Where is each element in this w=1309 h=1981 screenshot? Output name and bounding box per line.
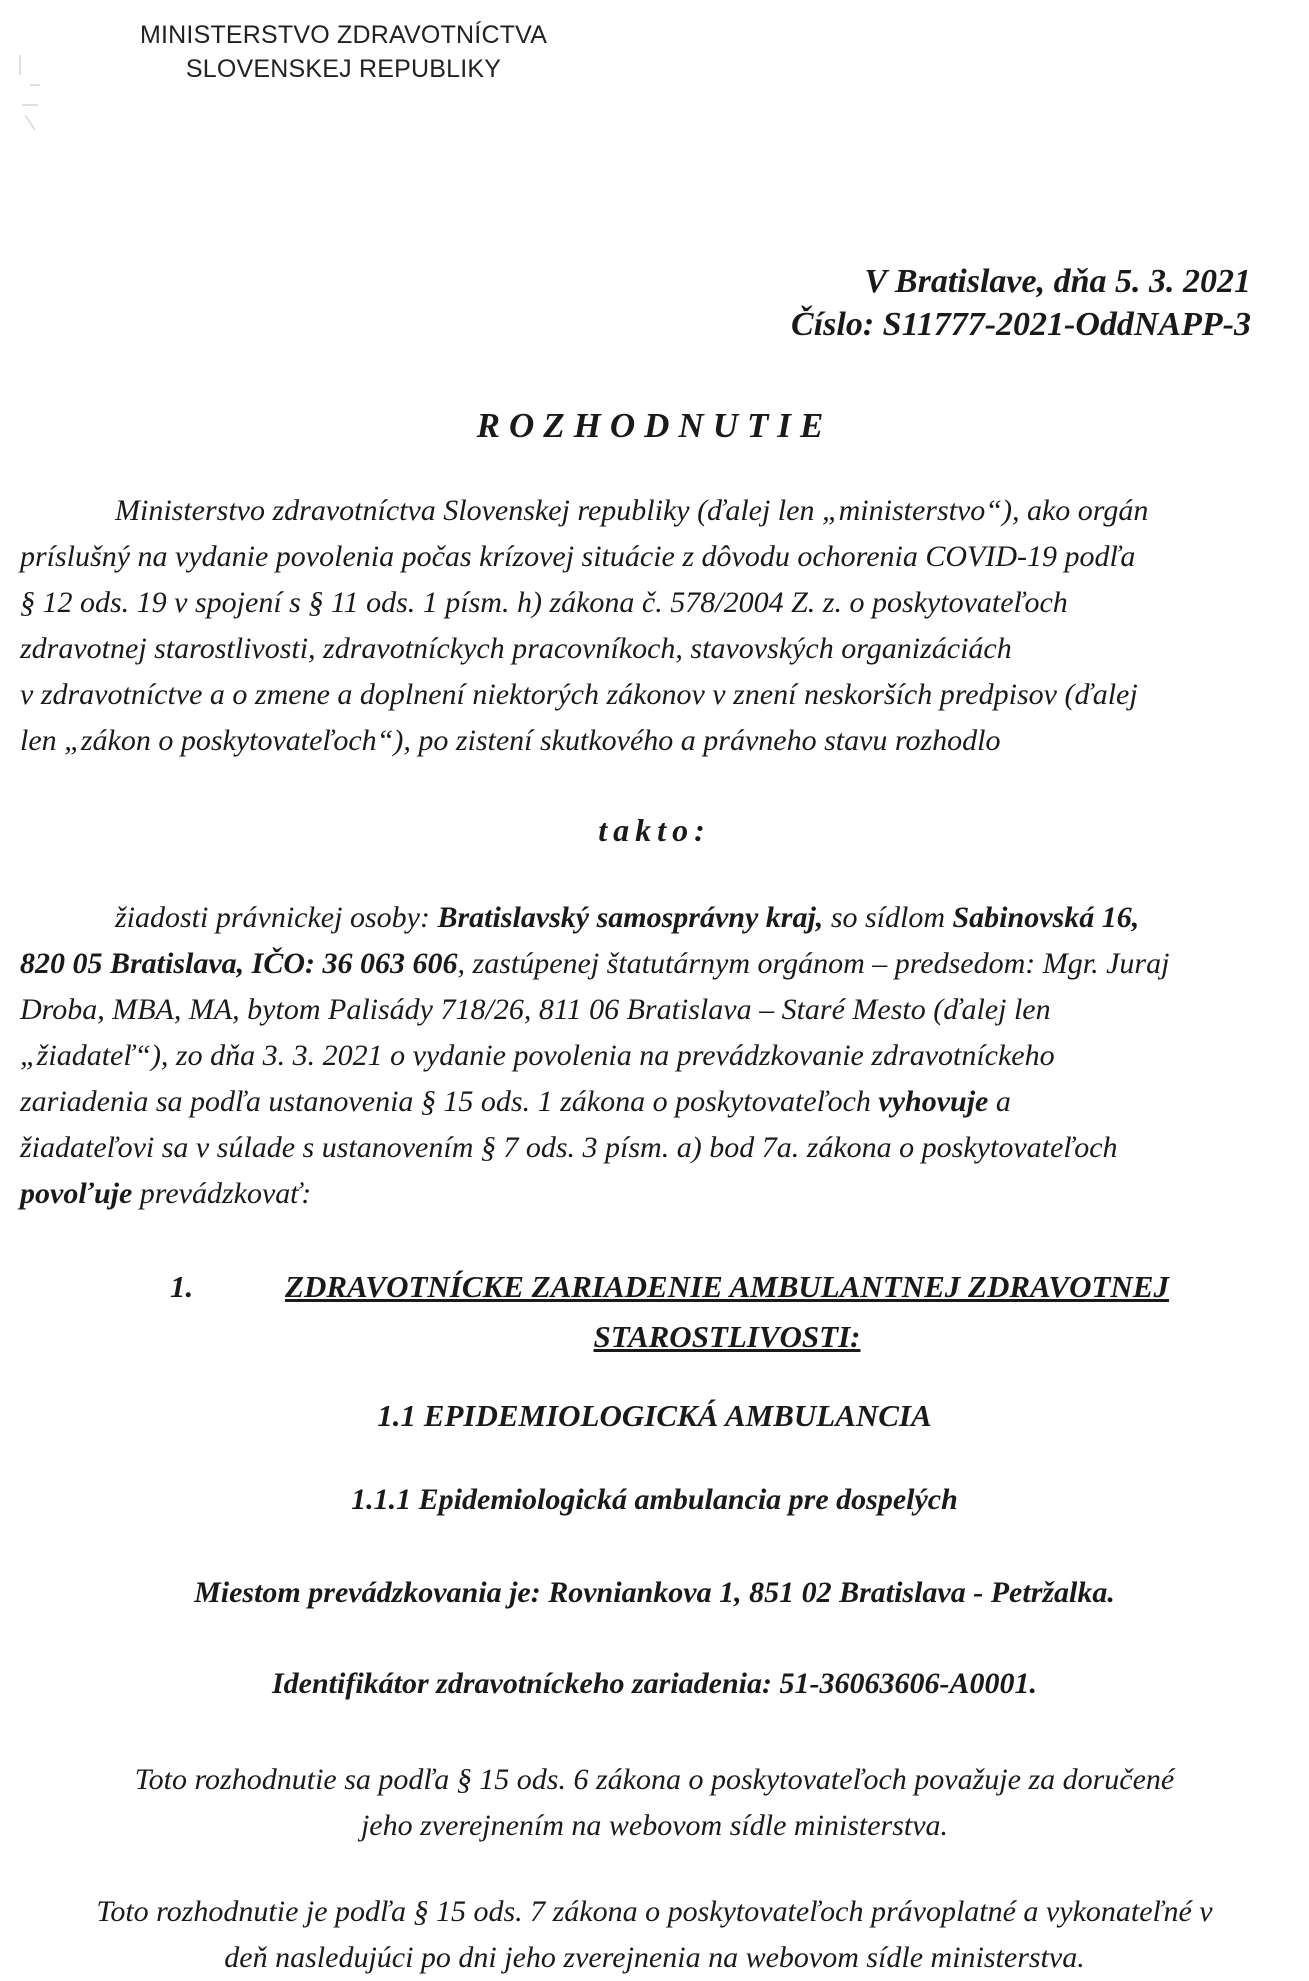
note-validity-line1: Toto rozhodnutie je podľa § 15 ods. 7 zákona o poskytovateľoch právoplatné a vykonateľné v (96, 1895, 1213, 1928)
intro-line-4: zdravotnej starostlivosti, zdravotníckych pracovníkoch, stavovských organizáciách (20, 632, 1012, 665)
decision-line-4: „žiadateľ“), zo dňa 3. 3. 2021 o vydanie povolenia na prevádzkovanie zdravotníckeho (20, 1039, 1055, 1072)
decision-line-3: Droba, MBA, MA, bytom Palisády 718/26, 811 06 Bratislava – Staré Mesto (ďalej len (20, 993, 1051, 1026)
intro-paragraph (20, 488, 1288, 764)
note-delivery (0, 1757, 1309, 1849)
faint-crest-mark (10, 45, 50, 165)
intro-line-5: v zdravotníctve a o zmene a doplnení niektorých zákonov v znení neskorších predpisov (ďalej (20, 678, 1138, 711)
ministry-header (140, 18, 547, 86)
section-1-title-line2: STAROSTLIVOSTI: (593, 1319, 861, 1354)
ministry-header-line1: MINISTERSTVO ZDRAVOTNÍCTVA (140, 21, 548, 49)
section-1-1-heading: 1.1 EPIDEMIOLOGICKÁ AMBULANCIA (377, 1398, 932, 1433)
document-number: Číslo: S11777-2021-OddNAPP-3 (791, 306, 1251, 343)
note-validity (0, 1889, 1309, 1981)
intro-line-6: len „zákon o poskytovateľoch“), po zistení skutkového a právneho stavu rozhodlo (20, 724, 1001, 757)
decision-line-1: žiadosti právnickej osoby: Bratislavský samosprávny kraj, so sídlom Sabinovská 16, (115, 901, 1140, 934)
section-1-title (222, 1262, 1232, 1362)
intro-line-1: Ministerstvo zdravotníctva Slovenskej republiky (ďalej len „ministerstvo“), ako orgán (115, 494, 1149, 527)
decision-line-2: 820 05 Bratislava, IČO: 36 063 606, zastúpenej štatutárnym orgánom – predsedom: Mgr. Juraj (20, 947, 1170, 980)
note-validity-line2: deň nasledujúci po dni jeho zverejnenia na webovom sídle ministerstva. (224, 1941, 1085, 1974)
decision-line-6: žiadateľovi sa v súlade s ustanovením § 7 ods. 3 písm. a) bod 7a. zákona o poskytovateľoch (20, 1131, 1118, 1164)
identifier-line: Identifikátor zdravotníckeho zariadenia: 51-36063606-A0001. (271, 1667, 1037, 1700)
takto-heading: takto: (598, 812, 711, 848)
section-1-number: 1. (170, 1269, 194, 1304)
intro-line-2: príslušný na vydanie povolenia počas krízovej situácie z dôvodu ochorenia COVID-19 podľa (20, 540, 1136, 573)
location-line: Miestom prevádzkovania je: Rovniankova 1, 851 02 Bratislava - Petržalka. (194, 1576, 1115, 1609)
ministry-header-line2: SLOVENSKEJ REPUBLIKY (185, 55, 502, 83)
section-1-1-1-heading: 1.1.1 Epidemiologická ambulancia pre dospelých (351, 1483, 958, 1516)
document-title: ROZHODNUTIE (476, 406, 833, 445)
date-number-block (791, 260, 1251, 346)
intro-line-3: § 12 ods. 19 v spojení s § 11 ods. 1 písm. h) zákona č. 578/2004 Z. z. o poskytovateľoch (20, 586, 1068, 619)
note-delivery-line1: Toto rozhodnutie sa podľa § 15 ods. 6 zákona o poskytovateľoch považuje za doručené (134, 1763, 1175, 1796)
place-date: V Bratislave, dňa 5. 3. 2021 (864, 263, 1251, 300)
decision-line-5: zariadenia sa podľa ustanovenia § 15 ods. 1 zákona o poskytovateľoch vyhovuje a (20, 1085, 1011, 1118)
decision-line-7: povoľuje prevádzkovať: (20, 1177, 312, 1210)
decision-paragraph (20, 895, 1288, 1217)
section-1-title-line1: ZDRAVOTNÍCKE ZARIADENIE AMBULANTNEJ ZDRAVOTNEJ (285, 1269, 1169, 1304)
note-delivery-line2: jeho zverejnením na webovom sídle ministerstva. (360, 1809, 949, 1842)
